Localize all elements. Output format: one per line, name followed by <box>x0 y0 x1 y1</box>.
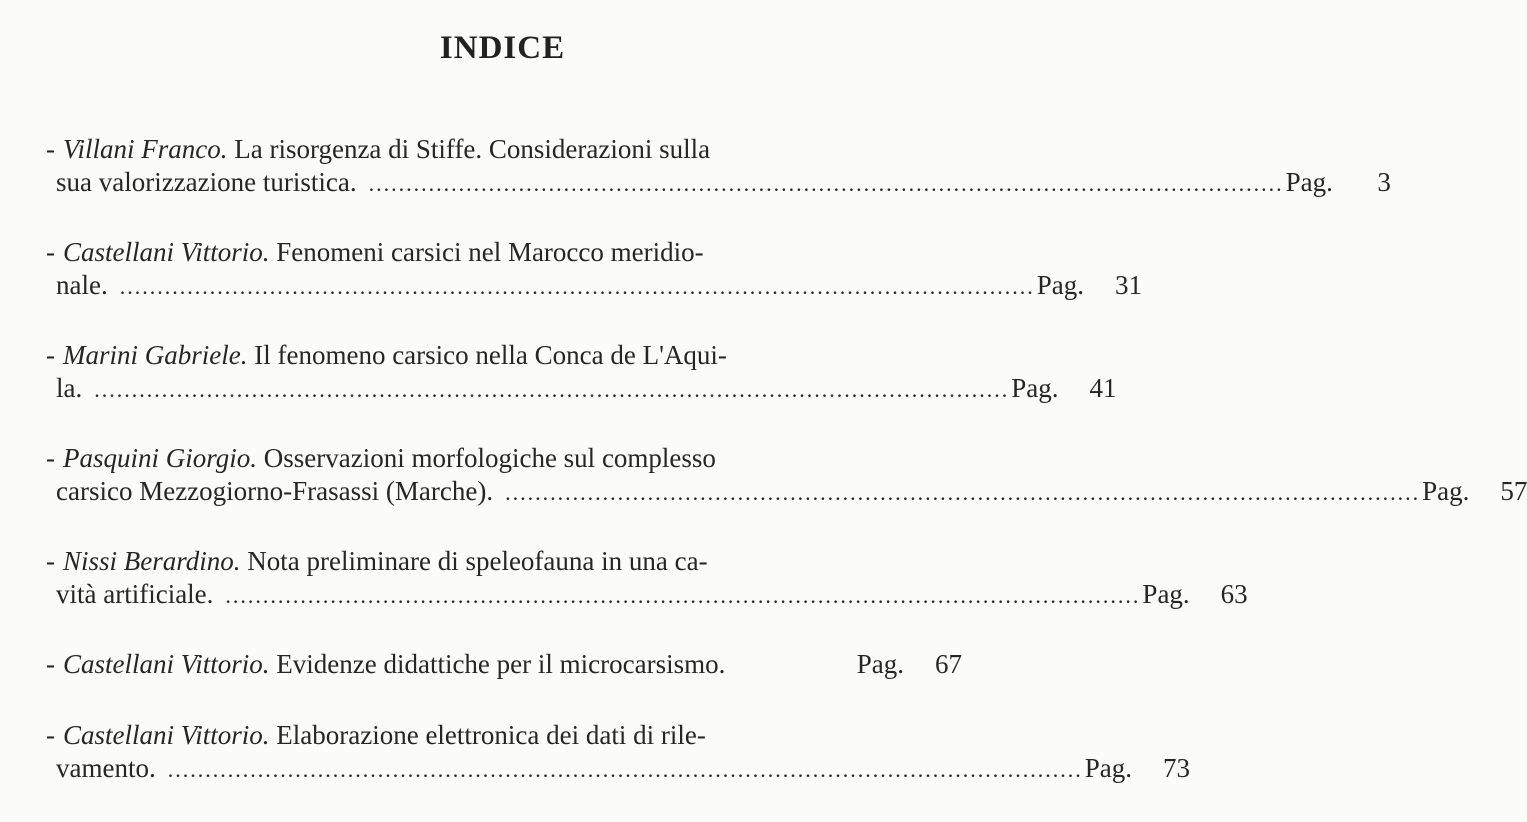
entry-title: La risorgenza di Stiffe. Considerazioni sulla <box>234 134 711 164</box>
index-entry <box>46 339 1117 442</box>
entry-author: Marini Gabriele. <box>63 340 248 370</box>
entry-author: Castellani Vittorio. <box>63 720 270 750</box>
entry-title: Fenomeni carsici nel Marocco meridio- <box>276 237 704 267</box>
index-entry <box>46 648 962 719</box>
index-entry <box>46 545 1248 648</box>
entry-author: Castellani Vittorio. <box>63 649 270 679</box>
page-label: Pag. <box>856 649 904 679</box>
entry-title-continuation: vità artificiale. <box>56 579 214 609</box>
page-label: Pag. <box>1142 579 1190 609</box>
page-label: Pag. <box>1422 476 1470 506</box>
index-entry <box>46 236 1142 339</box>
entry-first-line: - Nissi Berardino. Nota preliminare di speleofauna in una ca- <box>46 546 708 576</box>
page-label: Pag. <box>1285 167 1333 197</box>
entry-title: Osservazioni morfologiche sul complesso <box>263 443 716 473</box>
dot-leader: .......................................................................................................................... <box>368 171 1284 196</box>
index-entry <box>46 719 1190 822</box>
entry-title: Nota preliminare di speleofauna in una ca- <box>247 546 708 576</box>
dot-leader: .......................................................................................................................... <box>167 757 1083 782</box>
entry-author: Pasquini Giorgio. <box>63 443 258 473</box>
dot-leader: .......................................................................................................................... <box>225 583 1141 608</box>
index-list <box>46 133 1527 822</box>
entry-second-line <box>56 269 1142 303</box>
entry-first-line: - Villani Franco. La risorgenza di Stiffe. Considerazioni sulla <box>46 134 711 164</box>
entry-title-continuation: carsico Mezzogiorno-Frasassi (Marche). <box>56 476 494 506</box>
entry-first-line: - Castellani Vittorio. Evidenze didattiche per il microcarsismo. Pag. 67 <box>46 649 962 679</box>
index-entry <box>46 133 1391 236</box>
entry-second-line <box>56 372 1117 406</box>
page-number: 73 <box>1162 753 1190 783</box>
dot-leader: .......................................................................................................................... <box>505 480 1421 505</box>
page-label: Pag. <box>1036 270 1084 300</box>
entry-author: Nissi Berardino. <box>63 546 241 576</box>
entry-title: Elaborazione elettronica dei dati di rile- <box>276 720 706 750</box>
entry-title-continuation: la. <box>56 373 83 403</box>
page-number: 31 <box>1114 270 1142 300</box>
entry-title-continuation: sua valorizzazione turistica. <box>56 167 357 197</box>
page-number: 41 <box>1089 373 1117 403</box>
dot-leader: .......................................................................................................................... <box>94 377 1010 402</box>
entry-first-line: - Castellani Vittorio. Fenomeni carsici nel Marocco meridio- <box>46 237 704 267</box>
entry-first-line: - Pasquini Giorgio. Osservazioni morfologiche sul complesso <box>46 443 716 473</box>
entry-title: Il fenomeno carsico nella Conca de L'Aqui- <box>254 340 727 370</box>
entry-title-continuation: vamento. <box>56 753 156 783</box>
index-entry <box>46 442 1527 545</box>
page-title: INDICE <box>439 30 566 66</box>
entry-title: Evidenze didattiche per il microcarsismo. <box>276 649 726 679</box>
page-number: 67 <box>935 649 962 679</box>
entry-first-line: - Marini Gabriele. Il fenomeno carsico nella Conca de L'Aqui- <box>46 340 727 370</box>
page-label: Pag. <box>1084 753 1132 783</box>
entry-title-continuation: nale. <box>56 270 108 300</box>
page-number: 63 <box>1220 579 1248 609</box>
page-number: 57 <box>1500 476 1527 506</box>
entry-second-line <box>56 752 1190 786</box>
entry-second-line <box>56 475 1527 509</box>
entry-first-line: - Castellani Vittorio. Elaborazione elettronica dei dati di rile- <box>46 720 706 750</box>
entry-author: Villani Franco. <box>63 134 228 164</box>
page-number: 3 <box>1377 167 1391 197</box>
page-label: Pag. <box>1011 373 1059 403</box>
entry-second-line <box>56 166 1391 200</box>
dot-leader: .......................................................................................................................... <box>119 274 1035 299</box>
entry-second-line <box>56 578 1248 612</box>
entry-author: Castellani Vittorio. <box>63 237 270 267</box>
